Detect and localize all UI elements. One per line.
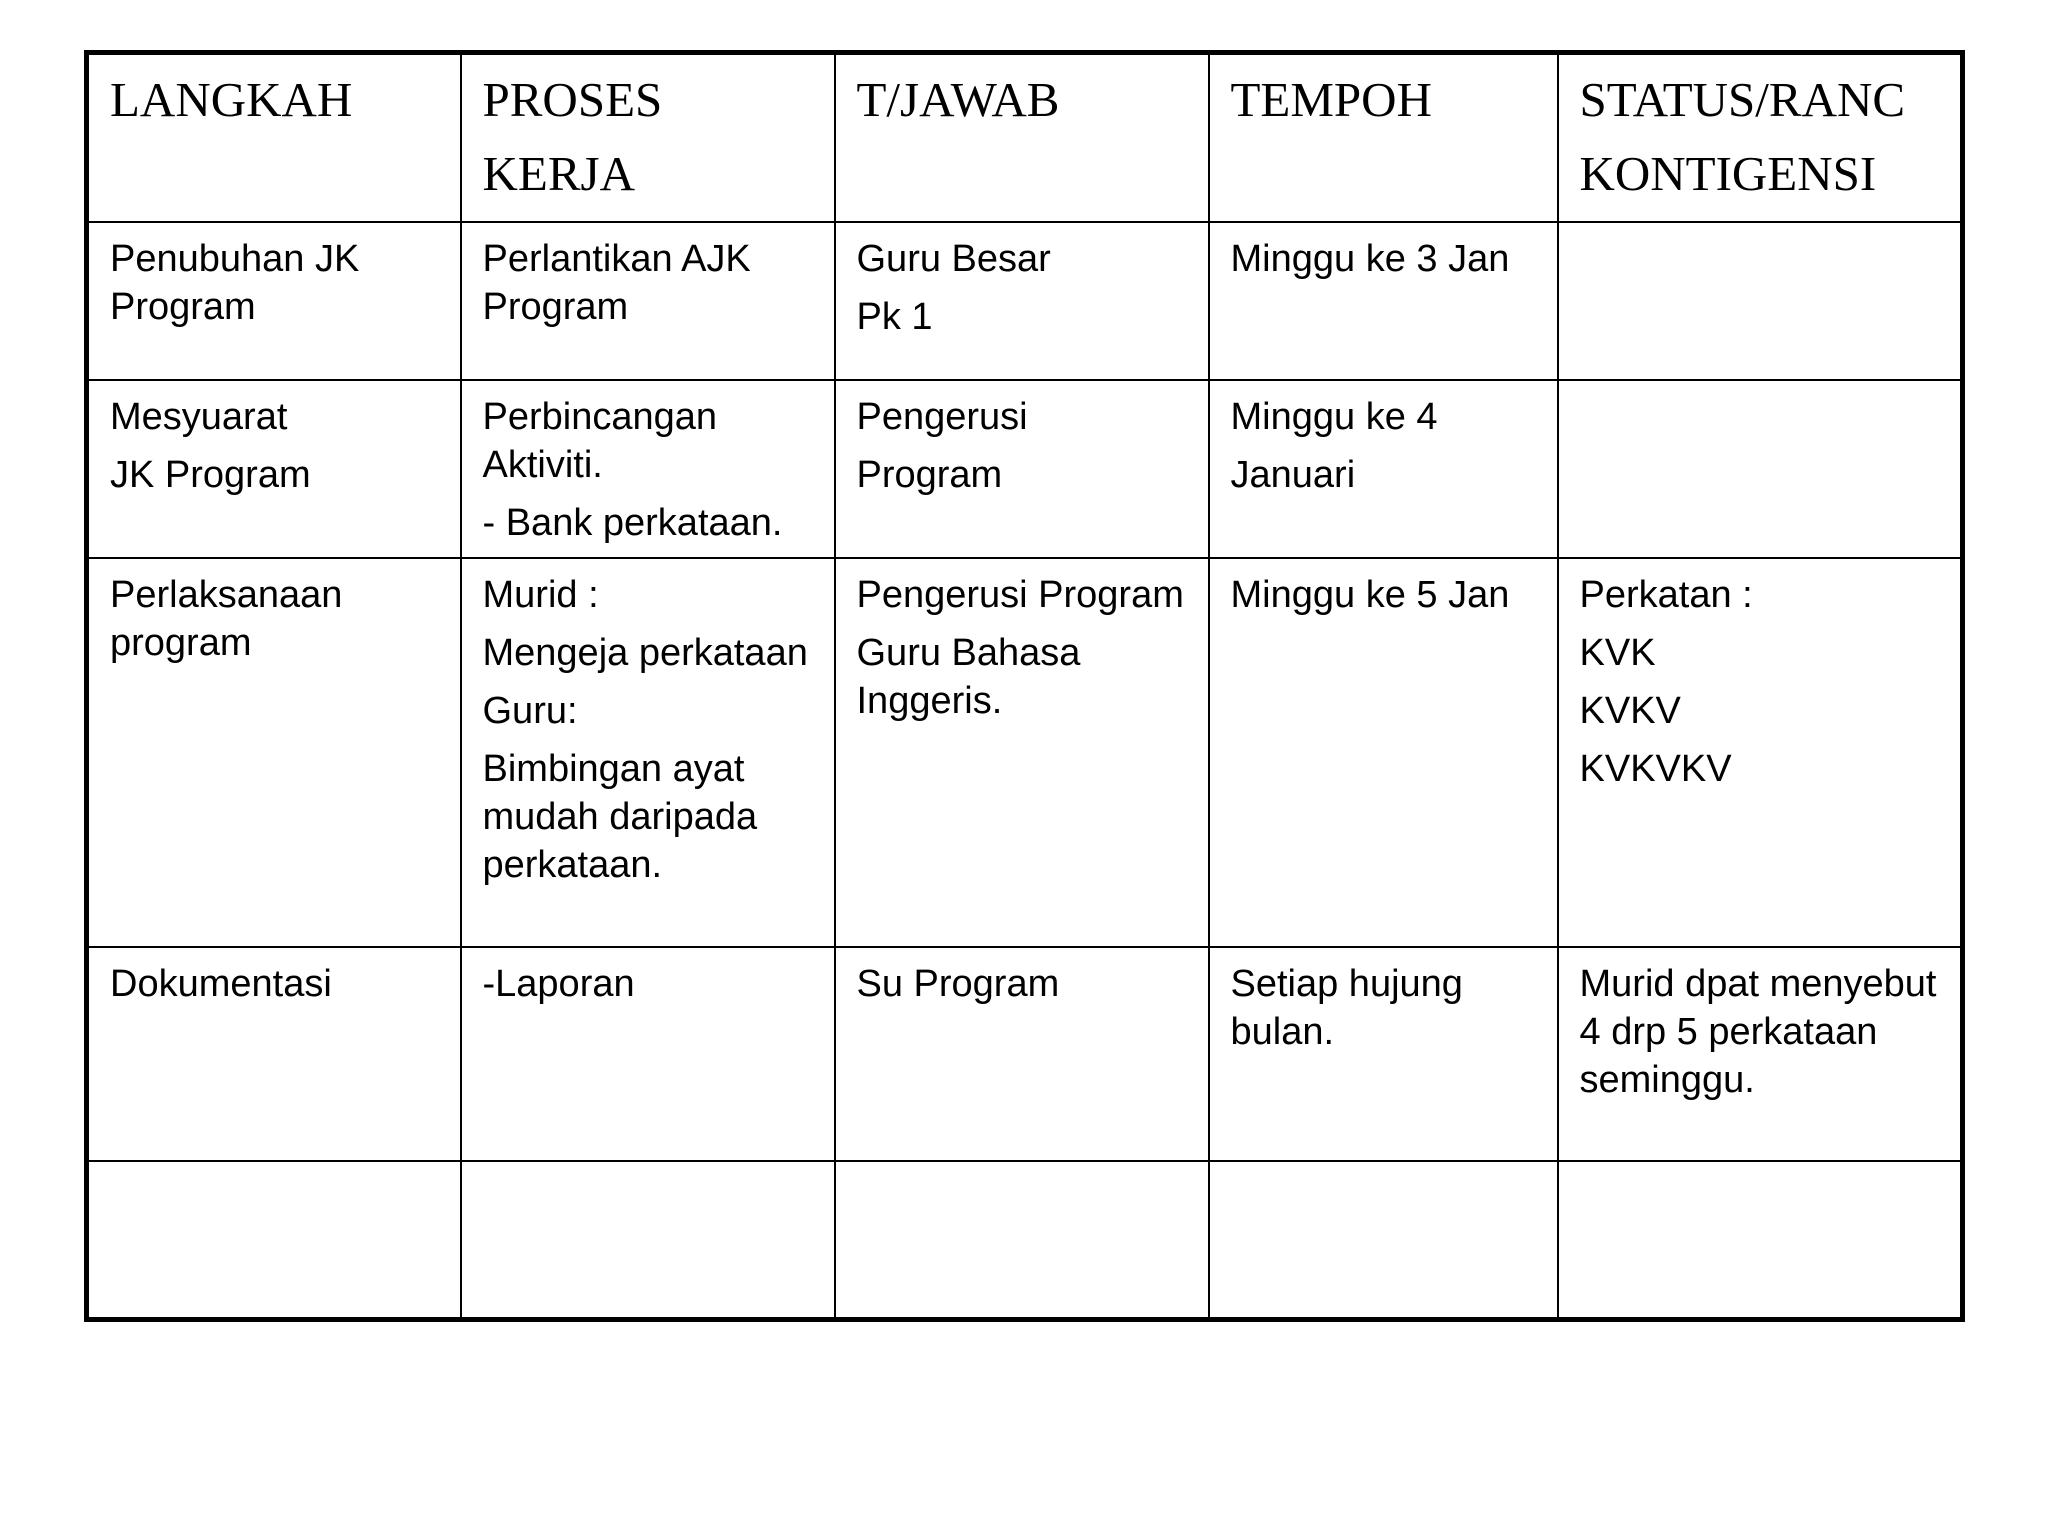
cell-proses bbox=[461, 1161, 835, 1319]
cell-text: KVKV bbox=[1579, 690, 1681, 732]
cell-text: Pk 1 bbox=[856, 296, 933, 338]
cell-langkah bbox=[87, 222, 461, 380]
cell-tjawab bbox=[835, 222, 1209, 380]
cell-text: Pengerusi Program bbox=[856, 574, 1184, 616]
table-row bbox=[87, 558, 1963, 947]
cell-langkah bbox=[87, 1161, 461, 1319]
cell-text: Perkatan : bbox=[1579, 574, 1753, 616]
cell-text: Perbincangan Aktiviti. bbox=[482, 396, 718, 486]
cell-text: Minggu ke 4 bbox=[1230, 396, 1438, 438]
header-status-ranc-kontigensi: STATUS/RANC KONTIGENSI bbox=[1558, 53, 1963, 223]
cell-status bbox=[1558, 222, 1963, 380]
cell-tjawab bbox=[835, 558, 1209, 947]
cell-proses bbox=[461, 947, 835, 1161]
cell-text: Bimbingan ayat mudah daripada perkataan. bbox=[482, 748, 758, 886]
cell-text: JK Program bbox=[110, 454, 311, 496]
cell-text: Mesyuarat bbox=[110, 396, 288, 438]
cell-proses bbox=[461, 380, 835, 558]
cell-proses bbox=[461, 222, 835, 380]
cell-text: Minggu ke 3 Jan bbox=[1230, 238, 1510, 280]
cell-text: Guru: bbox=[482, 690, 578, 732]
cell-text: Mengeja perkataan bbox=[482, 632, 808, 674]
cell-tjawab bbox=[835, 947, 1209, 1161]
header-tempoh: TEMPOH bbox=[1209, 53, 1558, 223]
cell-status bbox=[1558, 558, 1963, 947]
cell-status bbox=[1558, 947, 1963, 1161]
header-langkah: LANGKAH bbox=[87, 53, 461, 223]
cell-text: Murid : bbox=[482, 574, 599, 616]
cell-text: Guru Besar bbox=[856, 238, 1051, 280]
header-t-jawab: T/JAWAB bbox=[835, 53, 1209, 223]
cell-text: Minggu ke 5 Jan bbox=[1230, 574, 1510, 616]
cell-langkah bbox=[87, 558, 461, 947]
cell-text: Januari bbox=[1230, 454, 1356, 496]
table-row-empty bbox=[87, 1161, 1963, 1319]
table-row bbox=[87, 947, 1963, 1161]
cell-tempoh bbox=[1209, 558, 1558, 947]
cell-tempoh bbox=[1209, 380, 1558, 558]
cell-proses bbox=[461, 558, 835, 947]
cell-text: -Laporan bbox=[482, 963, 635, 1005]
cell-tempoh bbox=[1209, 947, 1558, 1161]
cell-text: KVK bbox=[1579, 632, 1656, 674]
cell-text: Penubuhan JK Program bbox=[110, 238, 360, 328]
cell-text: Perlantikan AJK Program bbox=[482, 238, 751, 328]
cell-text: Su Program bbox=[856, 963, 1060, 1005]
cell-text: - Bank perkataan. bbox=[482, 502, 783, 544]
cell-text: Guru Bahasa Inggeris. bbox=[856, 632, 1081, 722]
cell-text: Dokumentasi bbox=[110, 963, 332, 1005]
cell-text: Murid dpat menyebut 4 drp 5 perkataan seminggu. bbox=[1579, 963, 1937, 1101]
header-proses-kerja: PROSES KERJA bbox=[461, 53, 835, 223]
cell-tjawab bbox=[835, 1161, 1209, 1319]
cell-text: Setiap hujung bulan. bbox=[1230, 963, 1463, 1053]
cell-tjawab bbox=[835, 380, 1209, 558]
cell-langkah bbox=[87, 947, 461, 1161]
cell-text: Program bbox=[856, 454, 1003, 496]
cell-tempoh bbox=[1209, 1161, 1558, 1319]
table-row bbox=[87, 222, 1963, 380]
table-row bbox=[87, 380, 1963, 558]
table-header-row bbox=[87, 53, 1963, 223]
cell-text: Pengerusi bbox=[856, 396, 1028, 438]
cell-status bbox=[1558, 380, 1963, 558]
cell-tempoh bbox=[1209, 222, 1558, 380]
cell-status bbox=[1558, 1161, 1963, 1319]
cell-text: KVKVKV bbox=[1579, 748, 1732, 790]
cell-text: Perlaksanaan program bbox=[110, 574, 343, 664]
plan-table bbox=[84, 50, 1965, 1322]
cell-langkah bbox=[87, 380, 461, 558]
